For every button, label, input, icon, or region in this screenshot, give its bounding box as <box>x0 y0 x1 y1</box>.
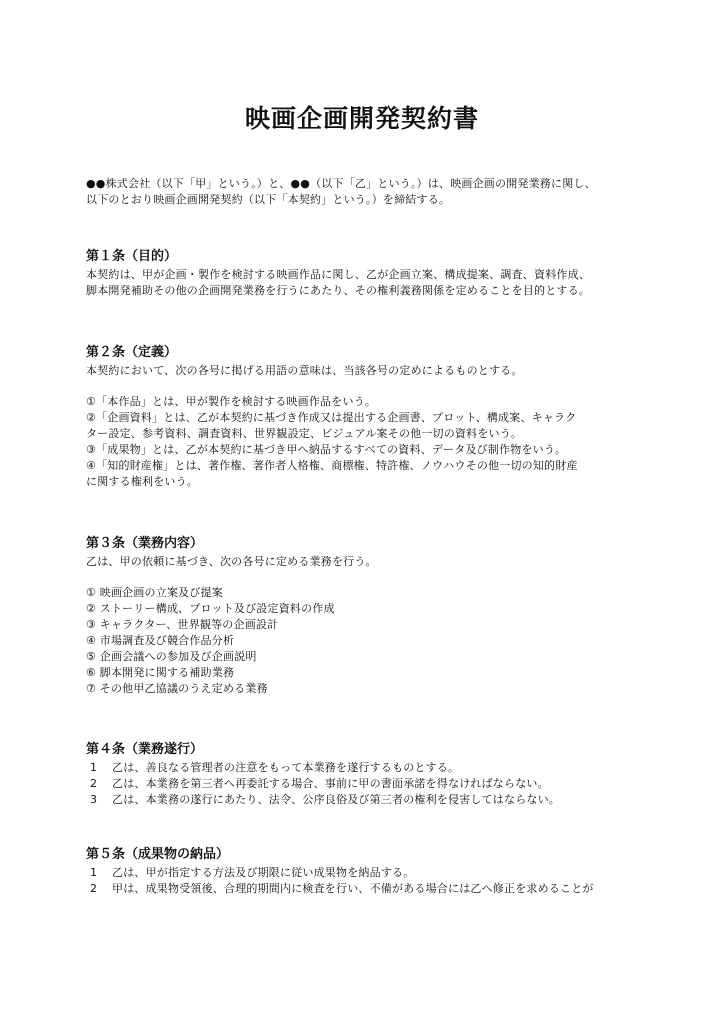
task-item: ① 映画企画の立案及び提案 <box>86 586 223 599</box>
document-title: 映画企画開発契約書 <box>244 104 479 133</box>
clause-number: 2 <box>90 777 98 790</box>
article-3-task-list <box>86 585 638 697</box>
article-5-title: 第５条（成果物の納品） <box>86 847 230 862</box>
clause-number: 1 <box>90 866 98 879</box>
definition-item-continued: ター設定、参考資料、調査資料、世界観設定、ビジュアル案その他一切の資料をいう。 <box>86 427 523 440</box>
article-1 <box>86 248 638 299</box>
article-2-body-line: 本契約において、次の各号に掲げる用語の意味は、当該各号の定めによるものとする。 <box>86 364 523 377</box>
article-2-definition-list <box>86 394 638 490</box>
clause-number: 1 <box>90 761 98 774</box>
clause-text: 甲は、成果物受領後、合理的期間内に検査を行い、不備がある場合には乙へ修正を求めることが <box>112 882 594 895</box>
article-2-title: 第２条（定義） <box>86 345 178 360</box>
article-4-title: 第４条（業務遂行） <box>86 742 204 757</box>
clause <box>86 760 638 776</box>
intro-line: ●●株式会社（以下「甲」という。）と、●●（以下「乙」という。）は、映画企画の開発業務に関し、 <box>86 177 596 190</box>
spacer <box>86 570 638 585</box>
article-3-title: 第３条（業務内容） <box>86 536 204 551</box>
clause-text: 乙は、善良なる管理者の注意をもって本業務を遂行するものとする。 <box>112 761 460 774</box>
article-5 <box>86 846 638 897</box>
article-3 <box>86 535 638 697</box>
clause <box>86 881 638 897</box>
clause-number: 2 <box>90 882 98 895</box>
clause-text: 乙は、本業務を第三者へ再委託する場合、事前に甲の書面承諾を得なければならない。 <box>112 777 549 790</box>
article-2 <box>86 344 638 490</box>
definition-item-continued: に関する権利をいう。 <box>86 475 198 488</box>
clause <box>86 776 638 792</box>
definition-item: ④「知的財産権」とは、著作権、著作者人格権、商標権、特許権、ノウハウその他一切の知的財産 <box>86 459 578 472</box>
clause <box>86 792 638 808</box>
clause-text: 乙は、本業務の遂行にあたり、法令、公序良俗及び第三者の権利を侵害してはならない。 <box>112 793 560 806</box>
intro-paragraph <box>86 176 638 208</box>
clause-text: 乙は、甲が指定する方法及び期限に従い成果物を納品する。 <box>112 866 415 879</box>
task-item: ⑥ 脚本開発に関する補助業務 <box>86 666 235 679</box>
task-item: ④ 市場調査及び競合作品分析 <box>86 634 235 647</box>
intro-line: 以下のとおり映画企画開発契約（以下「本契約」という。）を締結する。 <box>86 193 451 206</box>
task-item: ⑦ その他甲乙協議のうえ定める業務 <box>86 682 268 695</box>
spacer <box>86 379 638 394</box>
definition-item: ②「企画資料」とは、乙が本契約に基づき作成又は提出する企画書、プロット、構成案、キャラク <box>86 411 577 424</box>
clause <box>86 865 638 881</box>
task-item: ② ストーリー構成、プロット及び設定資料の作成 <box>86 602 335 615</box>
article-3-body-line: 乙は、甲の依頼に基づき、次の各号に定める業務を行う。 <box>86 555 377 568</box>
article-1-body-line: 脚本開発補助その他の企画開発業務を行うにあたり、その権利義務関係を定めることを目的とする。 <box>86 284 590 297</box>
task-item: ⑤ 企画会議への参加及び企画説明 <box>86 650 257 663</box>
definition-item: ①「本作品」とは、甲が製作を検討する映画作品をいう。 <box>86 395 377 408</box>
definition-item: ③「成果物」とは、乙が本契約に基づき甲へ納品するすべての資料、データ及び制作物をいう。 <box>86 443 567 456</box>
task-item: ③ キャラクター、世界観等の企画設計 <box>86 618 279 631</box>
clause-number: 3 <box>90 793 98 806</box>
article-1-title: 第１条（目的） <box>86 249 178 264</box>
article-1-body-line: 本契約は、甲が企画・製作を検討する映画作品に関し、乙が企画立案、構成提案、調査、資料作成、 <box>86 268 590 281</box>
article-4 <box>86 741 638 808</box>
